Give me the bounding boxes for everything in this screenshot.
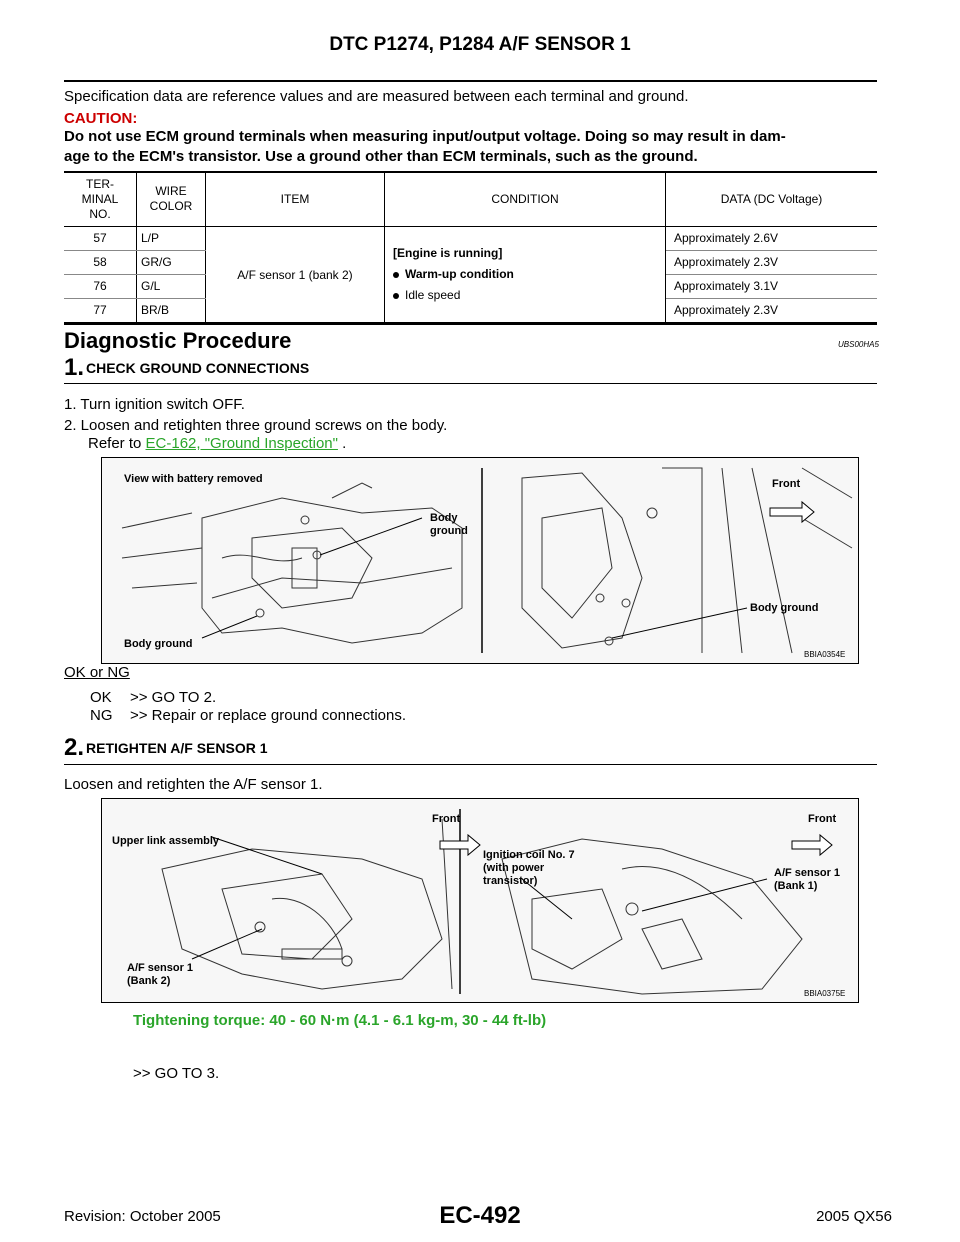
figure-label-ignition-coil: Ignition coil No. 7 (with power transistor): [483, 849, 575, 887]
figure-label-front: Front: [772, 478, 801, 490]
terminal-no: 76: [64, 275, 137, 299]
ground-screws-illustration: [102, 458, 858, 663]
figure-label-body-ground-left: Body ground: [124, 638, 193, 650]
intro-text: Specification data are reference values and are measured between each terminal and ground.: [64, 88, 689, 105]
revision-date: Revision: October 2005: [64, 1208, 221, 1225]
step-1-refer: Refer to EC-162, "Ground Inspection" .: [88, 435, 347, 452]
figure-label-view: View with battery removed: [124, 473, 263, 485]
caution-line-1: Do not use ECM ground terminals when measuring input/output voltage. Doing so may result in dam-: [64, 128, 786, 145]
caution-heading: CAUTION:: [64, 110, 138, 127]
condition-warm-up: Warm-up condition: [405, 267, 514, 281]
section-ref-id: UBS00HA5: [838, 340, 879, 349]
condition-idle: Idle speed: [405, 288, 461, 302]
voltage-value: Approximately 3.1V: [666, 275, 878, 299]
figure-label-front-2: Front: [808, 813, 837, 825]
wire-color: L/P: [137, 227, 206, 251]
figure-label-upper-link: Upper link assembly: [112, 835, 219, 847]
ground-inspection-link[interactable]: EC-162, "Ground Inspection": [145, 435, 338, 452]
terminal-no: 57: [64, 227, 137, 251]
bullet-icon: [393, 272, 399, 278]
table-row: [64, 227, 877, 251]
item-cell: A/F sensor 1 (bank 2): [206, 227, 385, 323]
voltage-value: Approximately 2.3V: [666, 251, 878, 275]
ground-screws-figure: [101, 457, 859, 664]
voltage-value: Approximately 2.3V: [666, 299, 878, 323]
step-1-title: CHECK GROUND CONNECTIONS: [86, 360, 310, 376]
page-number: EC-492: [439, 1202, 521, 1229]
ng-action: >> Repair or replace ground connections.: [130, 707, 407, 724]
wire-color: G/L: [137, 275, 206, 299]
step-1-item-1: 1. Turn ignition switch OFF.: [64, 396, 245, 413]
table-bottom-rule: [64, 323, 877, 325]
model-year: 2005 QX56: [816, 1208, 892, 1225]
step-1-item-2: 2. Loosen and retighten three ground screws on the body.: [64, 417, 448, 434]
caution-line-2: age to the ECM's transistor. Use a ground other than ECM terminals, such as the ground.: [64, 148, 698, 165]
result-heading: OK or NG: [64, 664, 130, 681]
header-wire-color: WIRE COLOR: [137, 172, 206, 227]
step-2-title: RETIGHTEN A/F SENSOR 1: [86, 740, 268, 756]
condition-cell: [385, 227, 666, 323]
terminal-no: 58: [64, 251, 137, 275]
section-title: Diagnostic Procedure: [64, 328, 292, 353]
ok-action: >> GO TO 2.: [130, 689, 217, 706]
figure-label-front-1: Front: [432, 813, 461, 825]
step-2-number: 2.: [64, 734, 85, 761]
figure-id: BBIA0375E: [804, 989, 846, 998]
header-item: ITEM: [206, 172, 385, 227]
bullet-icon: [393, 293, 399, 299]
step-1-rule: [64, 383, 877, 384]
header-terminal-no: TER- MINAL NO.: [64, 172, 137, 227]
voltage-value: Approximately 2.6V: [666, 227, 878, 251]
tightening-torque: Tightening torque: 40 - 60 N·m (4.1 - 6.1 kg-m, 30 - 44 ft-lb): [133, 1012, 547, 1029]
af-sensor-illustration: [102, 799, 858, 1002]
figure-label-af-sensor-bank-2: A/F sensor 1 (Bank 2): [127, 962, 194, 987]
step-2-goto: >> GO TO 3.: [133, 1065, 220, 1082]
figure-label-body-ground-right: Body ground: [750, 602, 819, 614]
step-2-text: Loosen and retighten the A/F sensor 1.: [64, 776, 323, 793]
header-condition: CONDITION: [385, 172, 666, 227]
terminal-no: 77: [64, 299, 137, 323]
wire-color: BR/B: [137, 299, 206, 323]
header-data: DATA (DC Voltage): [666, 172, 878, 227]
step-2-rule: [64, 764, 877, 765]
figure-id: BBIA0354E: [804, 650, 846, 659]
figure-label-body-ground: Body ground: [430, 512, 468, 537]
af-sensor-figure: [101, 798, 859, 1003]
condition-title: [Engine is running]: [393, 246, 503, 260]
wire-color: GR/G: [137, 251, 206, 275]
ok-label: OK: [90, 689, 112, 706]
header-rule: [64, 80, 877, 82]
ng-label: NG: [90, 707, 113, 724]
step-1-number: 1.: [64, 354, 85, 381]
terminal-spec-table: [64, 172, 877, 323]
page-header-title: DTC P1274, P1284 A/F SENSOR 1: [329, 34, 631, 55]
figure-label-af-sensor-bank-1: A/F sensor 1 (Bank 1): [774, 867, 841, 892]
